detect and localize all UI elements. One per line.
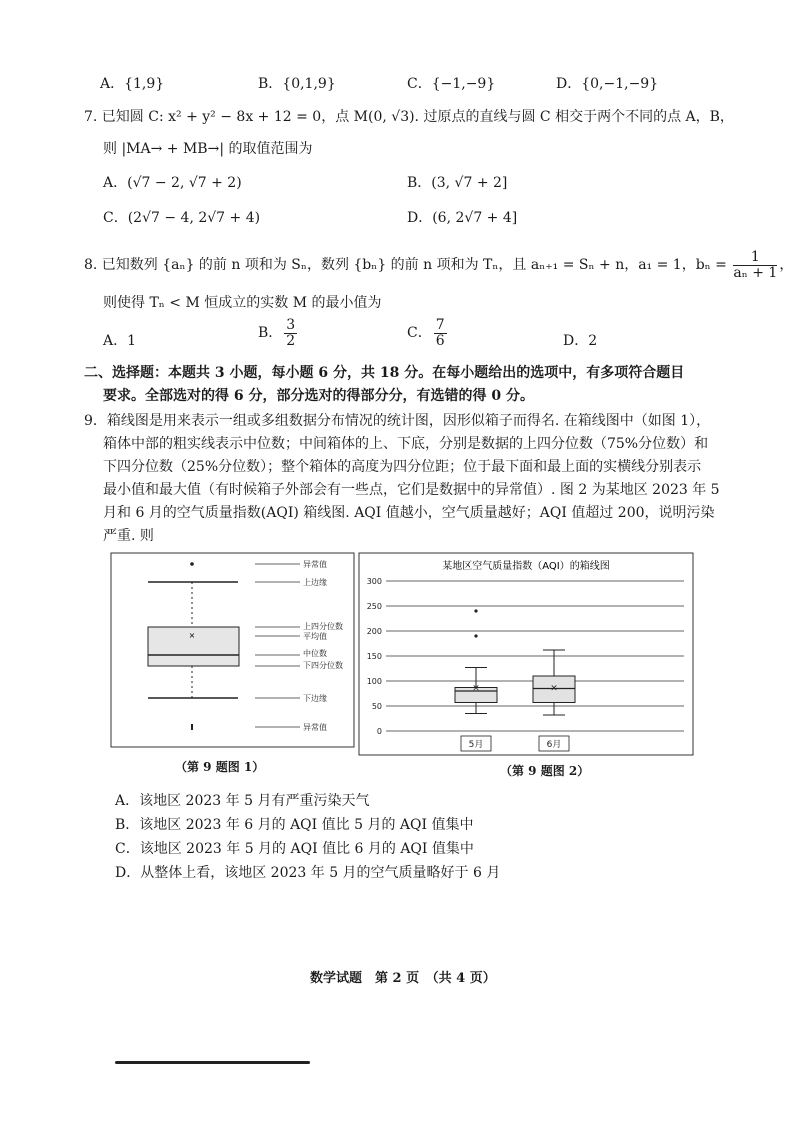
q9-stem-line4: 最小值和最大值（有时候箱子外部会有一些点，它们是数据中的异常值）. 图 2 为某地区 2023 年 5 xyxy=(103,482,720,498)
figure1-outlier-bottom xyxy=(191,724,193,730)
scan-mark xyxy=(115,1061,310,1064)
figure2-frame xyxy=(359,553,693,755)
figure1-label-outlier-bottom: 异常值 xyxy=(303,723,327,732)
q6-option-d: D．{0,−1,−9} xyxy=(556,76,659,92)
page-footer: 数学试题 第 2 页 （共 4 页） xyxy=(310,971,496,986)
q9-figure1 xyxy=(110,552,355,748)
section2-heading-line1: 二、选择题：本题共 3 小题，每小题 6 分，共 18 分。在每小题给出的选项中，有多项符合题目 xyxy=(84,365,685,381)
q8-option-b xyxy=(258,318,299,348)
figure1-label-lower-edge: 下边缘 xyxy=(303,694,327,703)
q8-bn-numerator: 1 xyxy=(733,250,777,266)
y-tick-label-0: 0 xyxy=(376,727,382,736)
figure1-label-median: 中位数 xyxy=(303,649,327,658)
q6-option-a: A．{1,9} xyxy=(100,76,165,92)
q7-option-c: C．(2√7 − 4, 2√7 + 4) xyxy=(103,210,261,226)
figure1-label-upper-edge: 上边缘 xyxy=(303,578,327,587)
q6-option-c: C．{−1,−9} xyxy=(407,76,496,92)
figure1-label-q1: 下四分位数 xyxy=(303,661,343,670)
box-2-category-label: 6月 xyxy=(546,740,562,750)
box-1-outlier-2 xyxy=(474,609,477,612)
q8-option-c-num: 7 xyxy=(435,317,445,333)
figure1-label-q3: 上四分位数 xyxy=(303,622,343,631)
q7-option-b: B．(3, √7 + 2] xyxy=(407,175,508,191)
q8-option-b-fraction xyxy=(284,318,297,348)
y-tick-label-50: 50 xyxy=(371,702,382,711)
y-tick-label-250: 250 xyxy=(366,602,382,611)
y-tick-label-150: 150 xyxy=(366,652,382,661)
q8-option-a: A．1 xyxy=(103,333,137,349)
y-tick-label-100: 100 xyxy=(366,677,382,686)
q9-stem-line3: 下四分位数（25%分位数）；整个箱体的高度为四分位距；位于最下面和最上面的实横线分别表示 xyxy=(103,459,702,475)
q8-option-b-den: 2 xyxy=(286,332,296,349)
q9-option-b: B．该地区 2023 年 6 月的 AQI 值比 5 月的 AQI 值集中 xyxy=(115,817,474,833)
box-1-mean: × xyxy=(472,683,480,694)
y-tick-label-200: 200 xyxy=(366,627,382,636)
q8-stem-text: 8. 已知数列 {aₙ} 的前 n 项和为 Sₙ，数列 {bₙ} 的前 n 项和为 Tₙ，且 aₙ₊₁ = Sₙ + n，a₁ = 1，bₙ = xyxy=(84,257,727,274)
q9-stem-line1: 9．箱线图是用来表示一组或多组数据分布情况的统计图，因形似箱子而得名. 在箱线图中（如图 1）， xyxy=(84,413,711,429)
q9-option-c: C．该地区 2023 年 5 月的 AQI 值比 6 月的 AQI 值集中 xyxy=(115,841,474,857)
figure1-caption: （第 9 题图 1） xyxy=(175,760,265,774)
q7-stem-line1: 7. 已知圆 C: x² + y² − 8x + 12 = 0，点 M(0, √3). 过原点的直线与圆 C 相交于两个不同的点 A，B， xyxy=(84,109,734,125)
q9-stem-line5: 月和 6 月的空气质量指数(AQI) 箱线图. AQI 值越小，空气质量越好；AQI 值超过 200，说明污染 xyxy=(103,505,715,521)
q6-option-b: B．{0,1,9} xyxy=(258,76,336,92)
figure1-label-mean: 平均值 xyxy=(303,632,327,641)
figure2-title: 某地区空气质量指数（AQI）的箱线图 xyxy=(442,561,610,572)
q8-option-b-num: 3 xyxy=(286,317,296,333)
q8-bn-denominator: aₙ + 1 xyxy=(733,264,778,281)
q8-option-c-den: 6 xyxy=(435,332,445,349)
q8-stem-tail: ， xyxy=(779,257,794,274)
q8-stem-line1 xyxy=(84,250,793,280)
q9-stem-line2: 箱体中部的粗实线表示中位数；中间箱体的上、下底，分别是数据的上四分位数（75%分位数）和 xyxy=(103,436,709,452)
q8-option-d: D．2 xyxy=(563,333,598,349)
q8-stem-line2: 则使得 Tₙ < M 恒成立的实数 M 的最小值为 xyxy=(103,295,382,311)
q8-option-c-label: C． xyxy=(407,325,432,342)
section2-heading-line2: 要求。全部选对的得 6 分，部分选对的得部分分，有选错的得 0 分。 xyxy=(103,388,534,404)
q7-option-a: A．(√7 − 2, √7 + 2) xyxy=(103,175,242,191)
q8-bn-fraction xyxy=(733,250,777,280)
q9-figure2-chart xyxy=(358,552,694,756)
q9-option-d: D．从整体上看，该地区 2023 年 5 月的空气质量略好于 6 月 xyxy=(115,865,501,881)
box-2-mean: × xyxy=(550,683,558,694)
box-1-outlier-1 xyxy=(474,634,477,637)
box-1-category-label: 5月 xyxy=(468,740,484,750)
figure1-label-outlier-top: 异常值 xyxy=(303,560,327,569)
q7-stem-line2: 则 |MA→ + MB→| 的取值范围为 xyxy=(103,141,313,157)
figure1-mean-mark: × xyxy=(188,631,196,640)
q9-stem-line6: 严重. 则 xyxy=(103,528,154,544)
figure1-outlier-top xyxy=(190,562,194,566)
figure2-caption: （第 9 题图 2） xyxy=(500,764,590,778)
q8-option-c xyxy=(407,318,449,348)
q8-option-b-label: B． xyxy=(258,325,283,342)
q8-option-c-fraction xyxy=(434,318,447,348)
y-tick-label-300: 300 xyxy=(366,577,382,586)
q7-option-d: D．(6, 2√7 + 4] xyxy=(407,210,518,226)
q9-option-a: A．该地区 2023 年 5 月有严重污染天气 xyxy=(115,793,370,809)
